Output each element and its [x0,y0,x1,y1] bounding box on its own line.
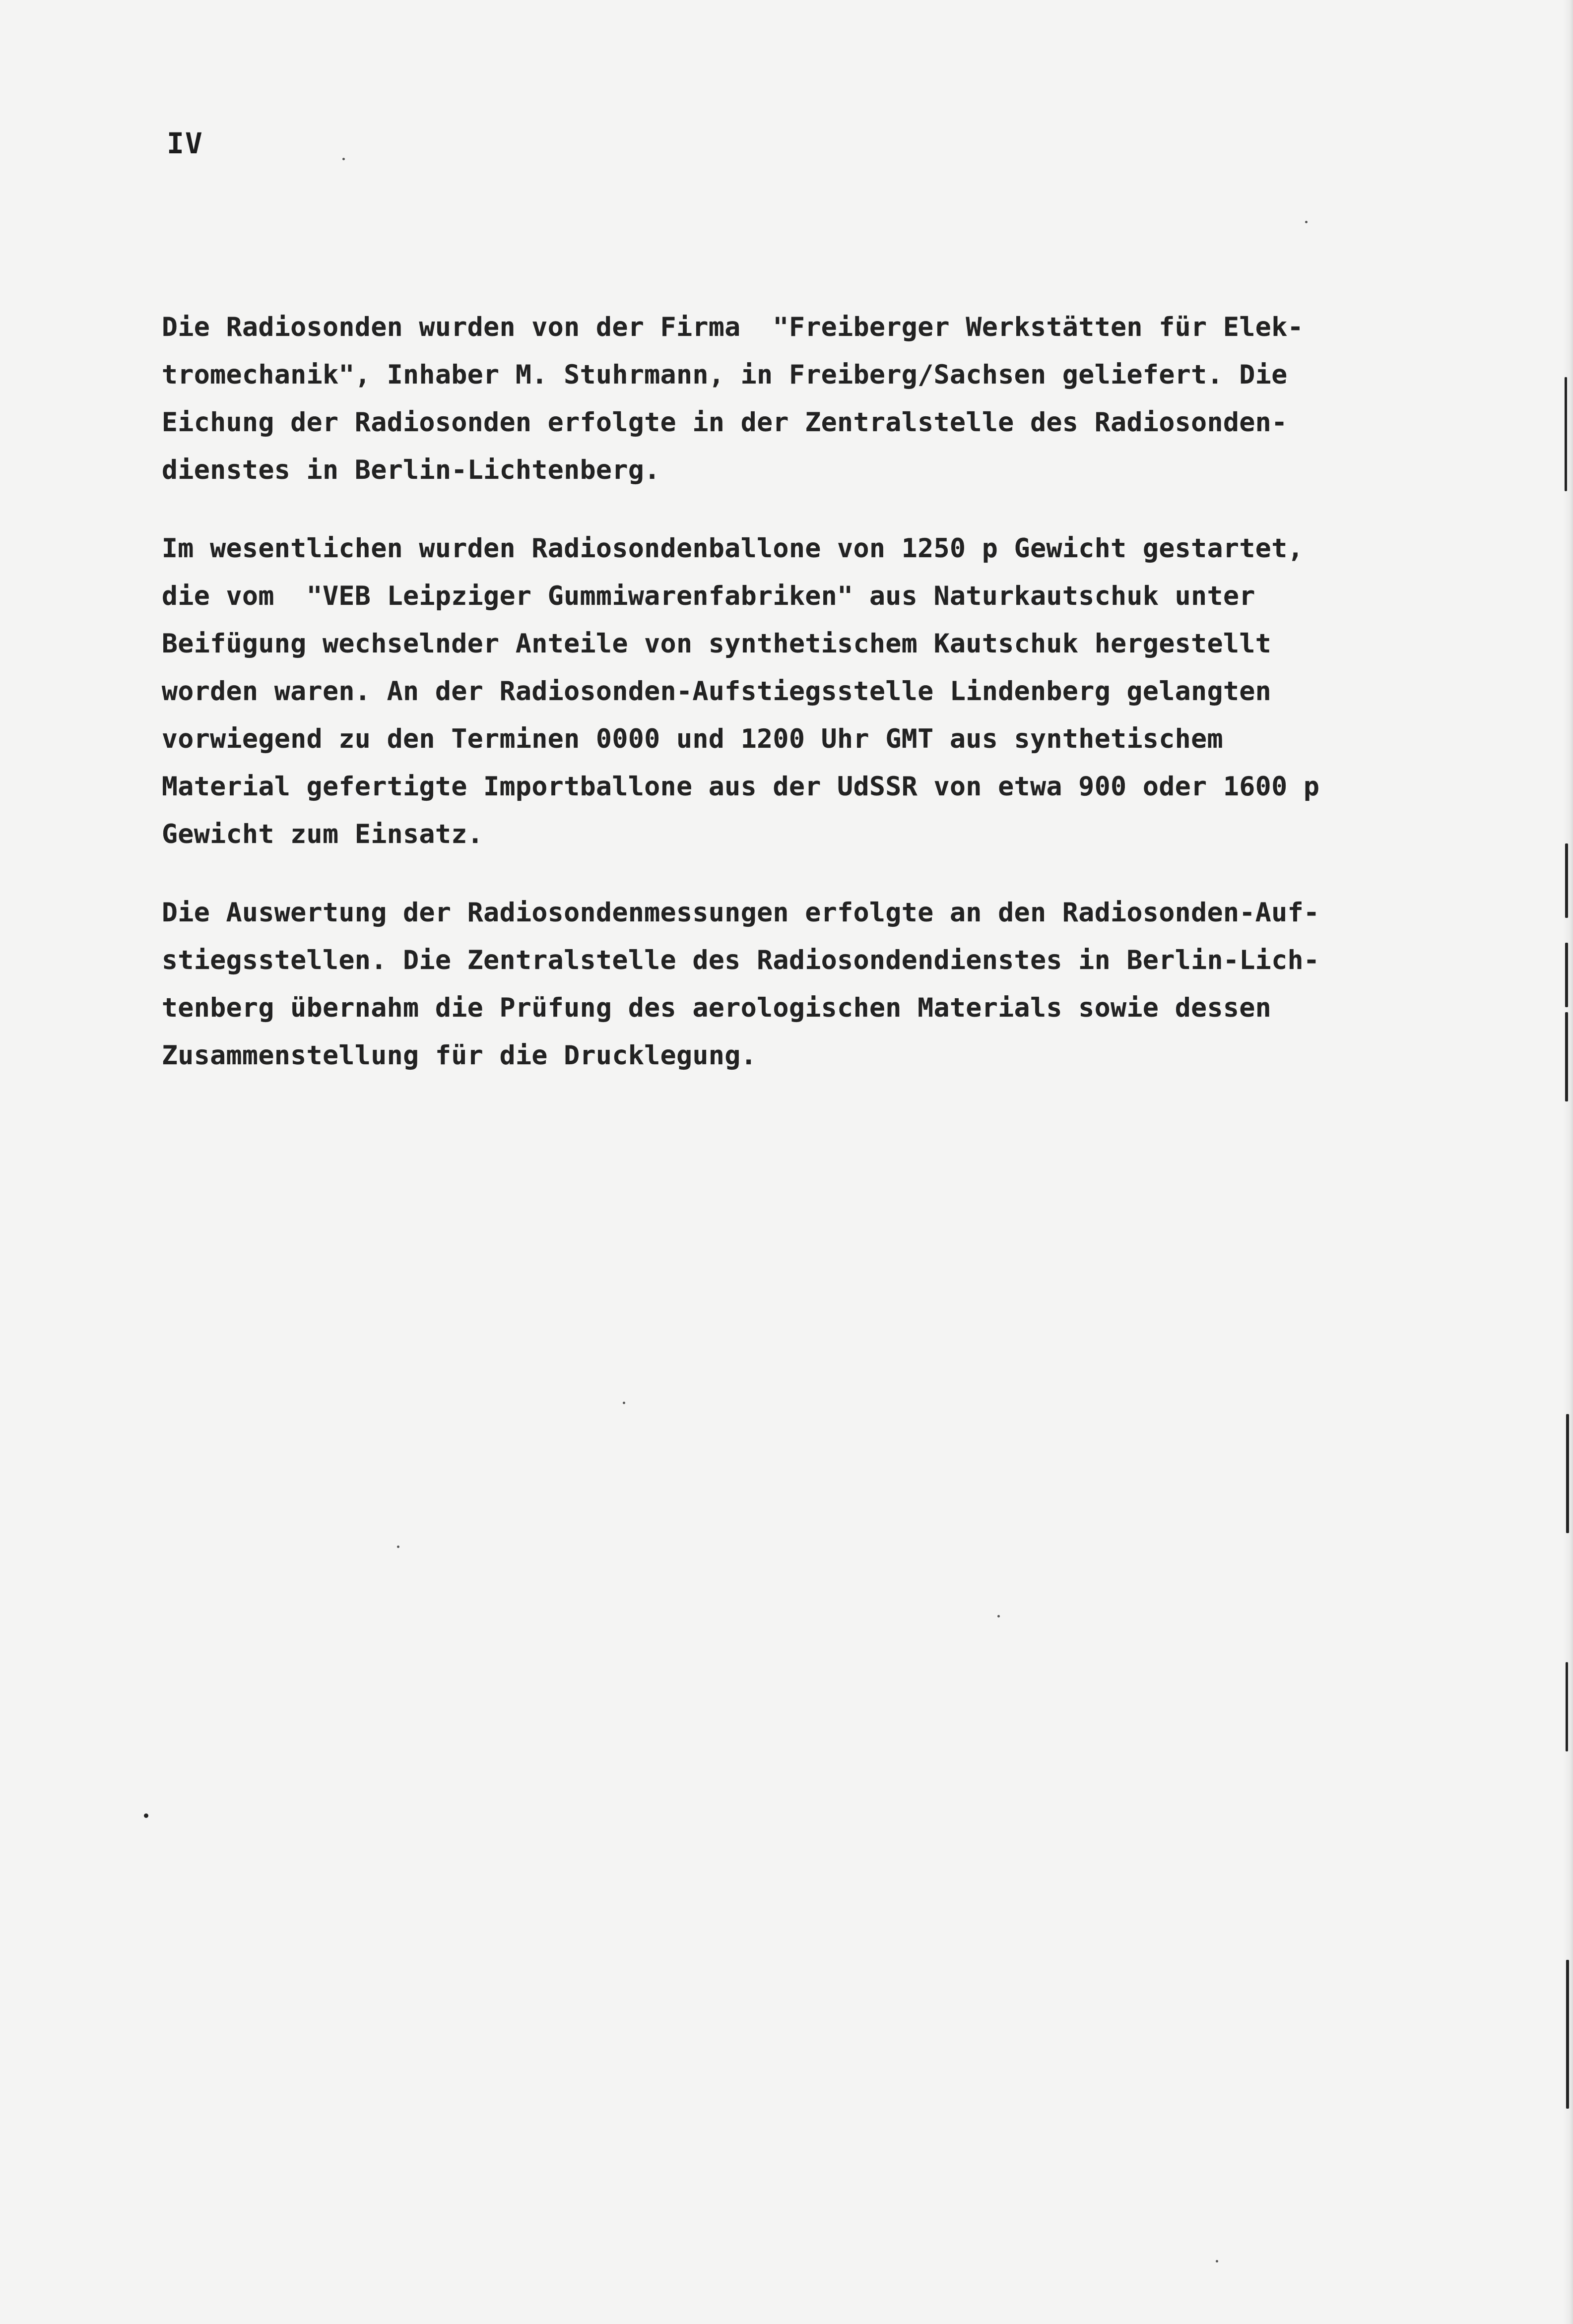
scan-speck [1216,2260,1218,2262]
scan-speck [997,1615,1000,1617]
page-number: IV [167,127,203,160]
text-line: vorwiegend zu den Terminen 0000 und 1200 Uhr GMT aus synthetischem [162,724,1223,754]
text-line: Die Radiosonden wurden von der Firma "Freiberger Werkstätten für Elek- [162,312,1304,342]
scan-speck [1305,221,1308,223]
scan-speck [144,1813,148,1818]
text-line: tenberg übernahm die Prüfung des aerologischen Materials sowie dessen [162,993,1272,1023]
text-line: Gewicht zum Einsatz. [162,819,484,849]
text-line: die vom "VEB Leipziger Gummiwarenfabriken" aus Naturkautschuk unter [162,581,1255,611]
paragraph-evaluation [162,889,1319,1080]
text-line: Material gefertigte Importballone aus der UdSSR von etwa 900 oder 1600 p [162,772,1320,802]
text-line: Eichung der Radiosonden erfolgte in der Zentralstelle des Radiosonden- [162,407,1288,438]
scan-edge-mark [1566,1662,1568,1751]
scan-edge-mark [1566,1960,1569,2109]
text-line: worden waren. An der Radiosonden-Aufstiegsstelle Lindenberg gelangten [162,676,1272,707]
text-line: Die Auswertung der Radiosondenmessungen erfolgte an den Radiosonden-Auf- [162,898,1320,928]
scan-edge-mark [1565,943,1568,1007]
text-line: dienstes in Berlin-Lichtenberg. [162,455,660,485]
paragraph-balloons [162,525,1319,858]
scan-edge-mark [1565,843,1568,918]
scan-speck [623,1402,625,1404]
scan-speck [342,158,345,160]
text-line: Beifügung wechselnder Anteile von synthetischem Kautschuk hergestellt [162,629,1272,659]
text-line: Im wesentlichen wurden Radiosondenballone von 1250 p Gewicht gestartet, [162,533,1304,564]
scan-edge-mark [1565,377,1567,491]
scan-edge-mark [1566,1414,1569,1533]
scan-edge-mark [1565,1012,1568,1101]
scan-speck [397,1546,399,1548]
paragraph-radiosonde-supplier [162,304,1304,494]
text-line: tromechanik", Inhaber M. Stuhrmann, in Freiberg/Sachsen geliefert. Die [162,360,1288,390]
text-line: stiegsstellen. Die Zentralstelle des Radiosondendienstes in Berlin-Lich- [162,945,1320,975]
text-line: Zusammenstellung für die Drucklegung. [162,1040,757,1071]
